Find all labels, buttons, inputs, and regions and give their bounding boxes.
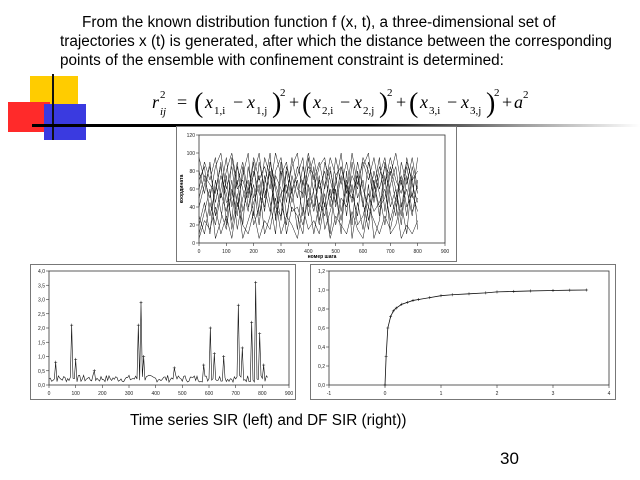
x-tick-label: 200 [98, 391, 107, 397]
spike-marker [241, 346, 244, 349]
distance-formula [150, 86, 530, 120]
chart-trajectories-svg [177, 127, 456, 261]
formula-sq: 2 [387, 87, 393, 99]
spike-marker [262, 364, 265, 367]
cdf-marker [389, 315, 392, 318]
spike-marker [137, 324, 140, 327]
x-tick-label: 100 [222, 249, 231, 255]
formula-sub: 2,i [322, 105, 334, 117]
cdf-marker [406, 301, 409, 304]
spike-marker [54, 361, 57, 364]
page-number: 30 [500, 449, 519, 468]
spike-marker [173, 366, 176, 369]
formula-sub: 3,i [429, 105, 441, 117]
formula-paren: ( [409, 88, 419, 119]
cdf-marker [585, 289, 588, 292]
x-tick-label: 300 [124, 391, 134, 397]
cdf-marker [385, 355, 388, 358]
y-tick-label: 1,0 [318, 288, 325, 294]
y-tick-label: 0,8 [318, 307, 325, 313]
y-tick-label: 120 [186, 133, 195, 139]
cdf-marker [484, 291, 487, 294]
x-tick-label: 200 [249, 249, 258, 255]
y-tick-label: 0,4 [318, 345, 325, 351]
formula-sub: 3,j [470, 105, 482, 117]
formula-sub: 1,j [256, 105, 268, 117]
y-tick-label: 1,5 [38, 340, 45, 347]
formula-plus: + [289, 92, 300, 112]
x-axis-label: номер шага [307, 254, 337, 260]
y-tick-label: 3,0 [38, 297, 45, 304]
plot-frame [329, 271, 609, 385]
formula-minus: − [233, 92, 244, 112]
chart-distribution-function-svg [311, 265, 615, 399]
formula-paren: ) [272, 88, 282, 119]
formula-equals: = [177, 92, 188, 112]
spike-marker [222, 355, 225, 358]
formula-x: x [420, 92, 428, 112]
x-tick-label: 600 [358, 249, 368, 255]
spike-marker [140, 301, 143, 304]
y-tick-label: 20 [189, 223, 195, 229]
y-tick-label: 80 [189, 169, 195, 175]
figure-caption: Time series SIR (left) and DF SIR (right)) [130, 412, 407, 429]
trajectory-line [199, 158, 418, 235]
cdf-marker [451, 293, 454, 296]
cdf-marker [412, 299, 415, 302]
x-tick-label: 900 [440, 249, 450, 255]
cdf-marker [529, 289, 532, 292]
spike-marker [213, 352, 216, 355]
y-tick-label: 1,0 [38, 354, 45, 361]
decor-blue-square [44, 104, 86, 140]
formula-a-sup: 2 [523, 89, 529, 101]
formula-plus: + [396, 92, 407, 112]
x-tick-label: 800 [258, 391, 267, 397]
y-tick-label: 2,5 [38, 311, 45, 318]
spike-marker [93, 369, 96, 372]
x-tick-label: 0 [47, 391, 51, 397]
y-axis-label: координата [179, 174, 185, 204]
y-tick-label: 4,0 [38, 269, 45, 275]
cdf-marker [384, 384, 387, 387]
formula-minus: − [340, 92, 351, 112]
cdf-marker [428, 296, 431, 299]
x-tick-label: 500 [178, 391, 187, 397]
y-tick-label: 3,5 [38, 283, 45, 290]
x-tick-label: 400 [151, 391, 160, 397]
y-tick-label: 0,0 [38, 383, 45, 389]
spike-marker [142, 355, 145, 358]
y-tick-label: 0,2 [318, 364, 325, 370]
cdf-marker [568, 289, 571, 292]
formula-x: x [247, 92, 255, 112]
cdf-marker [468, 292, 471, 295]
y-tick-label: 60 [189, 187, 195, 193]
x-tick-label: 400 [304, 249, 313, 255]
chart-time-series-svg [31, 265, 295, 399]
cdf-marker [386, 327, 389, 330]
cdf-line [385, 290, 587, 385]
x-tick-label: 4 [607, 391, 611, 397]
formula-plus: + [502, 92, 513, 112]
spike-marker [202, 364, 205, 367]
x-tick-label: 600 [204, 391, 214, 397]
spike-marker [254, 281, 257, 284]
time-series-line [49, 282, 268, 382]
y-tick-label: 0,0 [318, 383, 325, 389]
x-tick-label: 100 [71, 391, 80, 397]
formula-lhs-sub: ij [160, 106, 167, 118]
formula-paren: ) [379, 88, 389, 119]
spike-marker [70, 324, 73, 327]
formula-lhs: r [152, 92, 160, 112]
formula-minus: − [447, 92, 458, 112]
x-tick-label: 700 [386, 249, 395, 255]
formula-lhs-sup: 2 [160, 89, 166, 101]
cdf-marker [440, 294, 443, 297]
formula-sq: 2 [280, 87, 286, 99]
x-tick-label: 1 [439, 391, 443, 397]
y-tick-label: 0,5 [38, 368, 45, 375]
spike-marker [258, 332, 261, 335]
x-tick-label: 800 [413, 249, 422, 255]
spike-marker [250, 321, 253, 324]
formula-paren: ) [486, 88, 496, 119]
formula-sub: 1,i [214, 105, 226, 117]
y-tick-label: 100 [186, 151, 195, 157]
x-tick-label: 700 [231, 391, 240, 397]
x-tick-label: 500 [331, 249, 340, 255]
formula-sq: 2 [494, 87, 500, 99]
y-tick-label: 0,6 [318, 326, 325, 332]
x-tick-label: 300 [276, 249, 286, 255]
x-tick-label: 2 [495, 391, 499, 397]
formula-paren: ( [302, 88, 312, 119]
y-tick-label: 0 [192, 241, 195, 247]
decor-vertical-line [52, 74, 54, 140]
x-tick-label: 0 [197, 249, 201, 255]
y-tick-label: 2,0 [38, 326, 45, 332]
y-tick-label: 40 [189, 205, 195, 211]
spike-marker [209, 327, 212, 330]
formula-a: a [514, 92, 523, 112]
chart-distribution-function [310, 264, 616, 400]
formula-x: x [461, 92, 469, 112]
cdf-marker [417, 298, 420, 301]
formula-paren: ( [194, 88, 204, 119]
x-tick-label: 900 [284, 391, 294, 397]
formula-x: x [313, 92, 321, 112]
y-tick-label: 1,2 [318, 269, 325, 275]
formula-x: x [205, 92, 213, 112]
formula-sub: 2,j [363, 105, 375, 117]
body-paragraph: From the known distribution function f (x, t), a three-dimensional set of trajectories x (t) is generated, after which the distance between the corresponding points of the ensemble with confinement constraint is determined: [60, 14, 612, 69]
cdf-marker [512, 290, 515, 293]
x-tick-label: 0 [383, 391, 387, 397]
formula-x: x [354, 92, 362, 112]
cdf-marker [552, 289, 555, 292]
x-tick-label: 3 [551, 391, 555, 397]
spike-marker [237, 304, 240, 307]
chart-trajectories [176, 126, 457, 262]
spike-marker [74, 358, 77, 361]
x-tick-label: -1 [326, 391, 332, 397]
chart-time-series [30, 264, 296, 400]
cdf-marker [496, 290, 499, 293]
